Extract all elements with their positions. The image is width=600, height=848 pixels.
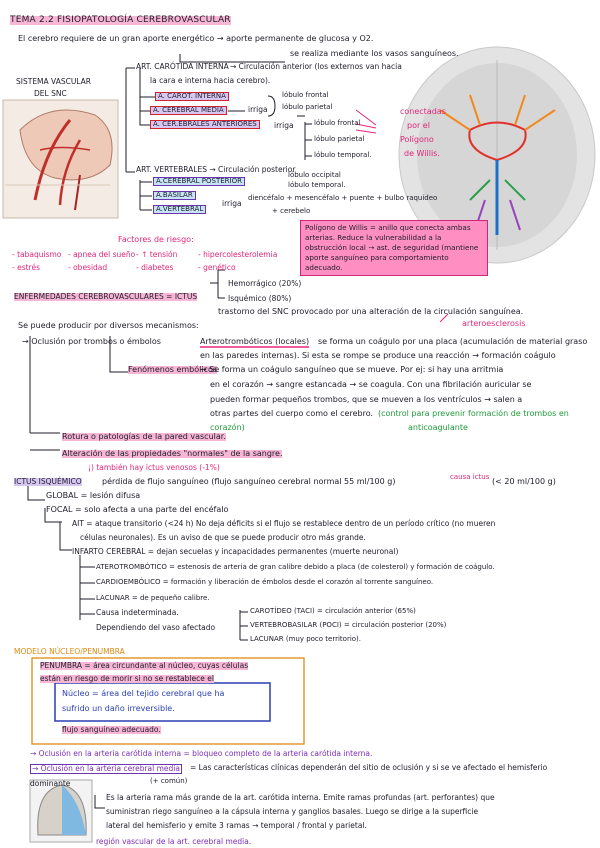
page-title: TEMA 2.2 FISIOPATOLOGÍA CEREBROVASCULAR	[10, 15, 231, 25]
de-willis-label: de Willis.	[404, 149, 440, 158]
irriga-label-3: irriga	[222, 199, 242, 208]
label-acp-int: A. CAROT. INTERNA	[155, 92, 229, 101]
fenomenos-label: Fenómenos embólicos	[128, 365, 218, 374]
rotura-label: Rotura o patologías de la pared vascular.	[62, 432, 226, 441]
risk-item-4: - hipercolesterolemia	[198, 250, 278, 259]
hemorragico-label: Hemorrágico (20%)	[228, 279, 302, 288]
label-acp: A.CEREBRAL POSTERIOR	[153, 177, 245, 186]
intro-line-2: se realiza mediante los vasos sanguíneos.	[290, 49, 459, 58]
poligono-label: Polígono	[400, 135, 434, 144]
por-el-label: por el	[407, 121, 430, 130]
risk-item-6: - obesidad	[68, 263, 108, 272]
lobe-parietal-1: lóbulo parietal	[282, 103, 333, 111]
dominante-label: dominante	[30, 779, 71, 788]
fenomenos-line-6: corazón)	[210, 423, 245, 432]
anticoagulante-label: anticoagulante	[408, 423, 468, 432]
ecv-heading: ENFERMEDADES CEREBROVASCULARES = ICTUS	[14, 292, 198, 301]
label-vertebral: A.VERTEBRAL	[153, 205, 206, 214]
risk-item-5: - estrés	[12, 263, 40, 272]
ictus-isq-heading: ICTUS ISQUÉMICO	[14, 477, 82, 486]
ait-line-2: células neuronales). Es un aviso de que se puede producir otro más grande.	[80, 533, 366, 542]
alteracion-label: Alteración de las propiedades "normales" de la sangre.	[62, 449, 283, 458]
label-acm: A. CEREBRAL MEDIA	[150, 106, 227, 115]
trastorno-text: trastorno del SNC provocado por una alteración de la circulación sanguínea.	[218, 307, 524, 316]
aterotrombotico-label: ATEROTROMBÓTICO = estenosis de arteria de gran calibre debido a placa (de colesterol) y formación de coágulo.	[96, 563, 495, 571]
label-aca: A. CER.EBRALES ANTERIORES	[150, 120, 260, 129]
fenomenos-line-5: (control para prevenir formación de trombos en	[378, 409, 569, 418]
causa-indet: Causa indeterminada.	[96, 608, 179, 617]
risk-item-3: - ↑ tensión	[136, 250, 178, 259]
risk-title: Factores de riesgo:	[118, 235, 194, 244]
mecanismos-intro: Se puede producir por diversos mecanismos:	[18, 321, 199, 330]
penumbra-line-1: PENUMBRA = área circundante al núcleo, cuyas células	[40, 661, 249, 670]
irriga-label-1: irriga	[248, 105, 268, 114]
lobe-temporal-2: lóbulo temporal.	[288, 181, 346, 189]
es-la-line-1: Es la arteria rama más grande de la art. carótida interna. Emite ramas profundas (art. perforantes) que	[106, 793, 495, 802]
flujo-adecuado: flujo sanguíneo adecuado.	[62, 725, 161, 734]
region-label: región vascular de la art. cerebral media.	[96, 837, 252, 846]
cerebelo-label: + cerebelo	[272, 207, 311, 215]
risk-item-7: - diabetes	[136, 263, 174, 272]
vascular-system-subtitle: DEL SNC	[34, 89, 67, 98]
ait-line-1: AIT = ataque transitorio (<24 h) No deja déficits si el flujo se restablece dentro de un período crítico (no mueren	[72, 519, 496, 528]
irriga-label-2: irriga	[274, 121, 294, 130]
cardioembolico-label: CARDIOEMBÓLICO = formación y liberación de émbolos desde el corazón al torrente sanguíneo.	[96, 578, 434, 586]
lobe-occipital: lóbulo occipital	[288, 171, 341, 179]
es-la-line-3: lateral del hemisferio y emite 3 ramas → temporal / frontal y parietal.	[106, 821, 367, 830]
lobe-temporal-1: lóbulo temporal.	[314, 151, 372, 159]
intro-line-1: El cerebro requiere de un gran aporte energético → aporte permanente de glucosa y O2.	[18, 34, 374, 43]
es-la-line-2: suministran riego sanguíneo a la cápsula interna y ganglios basales. Luego se dirige a la superficie	[106, 807, 479, 816]
lobe-parietal-2: lóbulo parietal	[314, 135, 365, 143]
nucleo-line-1: Núcleo = área del tejido cerebral que ha	[62, 689, 225, 698]
comun-label: (+ común)	[150, 777, 188, 785]
arterotrom-label: Arterotrombóticos (locales)	[200, 338, 309, 348]
menos-20: (< 20 ml/100 g)	[492, 477, 556, 486]
carotideo-label: CAROTÍDEO (TACI) = circulación anterior (65%)	[250, 607, 416, 615]
arterotrom-desc-2: en las paredes internas). Si esta se rompe se produce una reacción → formación coágulo	[200, 351, 556, 360]
infarto-label: INFARTO CEREBRAL = dejan secuelas y incapacidades permanentes (muerte neuronal)	[72, 547, 399, 556]
dependiendo-label: Dependiendo del vaso afectado	[96, 623, 216, 632]
vertebral-heading: ART. VERTEBRALES → Circulación posterior	[136, 165, 296, 174]
nucleo-line-2: sufrido un daño irreversible.	[62, 704, 175, 713]
willis-definition-box: Polígono de Willis = anillo que conecta ambas arterias. Reduce la vulnerabilidad a la obstrucción local → ast. de seguridad (mantiene aporte sanguíneo para comportamiento adecuado.	[300, 220, 488, 276]
label-basilar: A.BASILAR	[153, 191, 196, 200]
risk-item-2: - apnea del sueño	[68, 250, 136, 259]
modelo-heading: MODELO NÚCLEO/PENUMBRA	[14, 647, 125, 656]
brain-coronal-illustration	[30, 780, 92, 842]
carotid-desc: → Circulación anterior (los externos van hacia	[230, 62, 402, 71]
arterotrom-desc: se forma un coágulo por una placa (acumulación de material graso	[318, 337, 588, 346]
causa-ictus: causa ictus	[450, 473, 490, 481]
vascular-system-title: SISTEMA VASCULAR	[16, 77, 91, 86]
fenomenos-line-4: otras partes del cuerpo como el cerebro.	[210, 409, 373, 418]
oclusion-label: → Oclusión por trombos o émbolos	[22, 337, 161, 346]
venosos-note: ¡) también hay ictus venosos (-1%)	[88, 463, 220, 472]
global-label: GLOBAL = lesión difusa	[46, 491, 141, 500]
carotid-heading: ART. CARÓTIDA INTERNA	[136, 62, 229, 71]
risk-item-1: - tabaquismo	[12, 250, 62, 259]
carotid-desc-2: la cara e interna hacia cerebro).	[150, 76, 271, 85]
lobe-frontal-2: lóbulo frontal	[314, 119, 361, 127]
irriga-desc: diencéfalo + mesencéfalo + puente + bulbo raquídeo	[248, 194, 438, 202]
risk-item-8: - genético	[198, 263, 236, 272]
lacunar2-label: LACUNAR (muy poco territorio).	[250, 635, 362, 643]
fenomenos-line-3: pueden formar pequeños trombos, que se mueven a los ventrículos → salen a	[210, 395, 523, 404]
focal-label: FOCAL = solo afecta a una parte del encéfalo	[46, 505, 229, 514]
occ-cm-desc: = Las características clínicas dependerán del sitio de oclusión y si se ve afectado el hemisferio	[190, 763, 548, 772]
isquemico-label: Isquémico (80%)	[228, 294, 292, 303]
lacunar-label: LACUNAR = de pequeño calibre.	[96, 594, 210, 602]
arteroesclerosis-label: arteroesclerosis	[462, 319, 526, 328]
conectadas-label: conectadas	[400, 107, 446, 116]
vertebrobasilar-label: VERTEBROBASILAR (POCI) = circulación posterior (20%)	[250, 621, 447, 629]
lobe-frontal-1: lóbulo frontal	[282, 91, 329, 99]
penumbra-line-2: están en riesgo de morir si no se restablece el	[40, 674, 214, 683]
perdida-text: pérdida de flujo sanguíneo (flujo sanguíneo cerebral normal 55 ml/100 g)	[102, 477, 396, 486]
occ-carotid: → Oclusión en la arteria carótida interna = bloqueo completo de la arteria carótida interna.	[30, 749, 373, 758]
fenomenos-line-2: en el corazón → sangre estancada → se coagula. Con una fibrilación auricular se	[210, 380, 532, 389]
occ-cm: → Oclusión en la arteria cerebral media	[32, 764, 180, 773]
fenomenos-line-1: → Se forma un coágulo sanguíneo que se mueve. Por ej: si hay una arritmia	[200, 365, 504, 374]
brain-sagittal-illustration	[3, 100, 118, 218]
